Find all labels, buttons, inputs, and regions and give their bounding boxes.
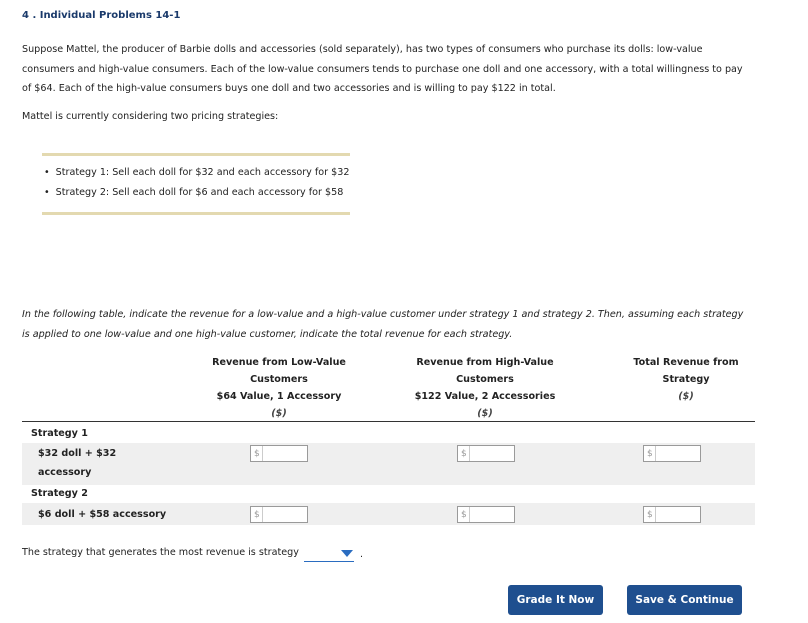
caret-down-icon [341,550,353,557]
row-label-strategy-1: Strategy 1 [31,428,88,439]
row-desc-strategy-1: $32 doll + $32 [38,448,117,459]
s1-high-value-revenue-input[interactable] [470,446,514,461]
best-strategy-dropdown[interactable] [304,545,354,562]
column-header-text: $64 Value, 1 Accessory [216,391,342,402]
column-header-low-value [204,354,354,422]
conclusion-text: The strategy that generates the most revenue is strategy [22,547,299,558]
save-continue-button[interactable]: Save & Continue [627,585,742,615]
paragraph-line: Suppose Mattel, the producer of Barbie dolls and accessories (sold separately), has two types of consumers who purchase its dolls: low-value [22,44,703,55]
s2-high-value-revenue-input[interactable] [470,507,514,522]
s2-high-value-revenue-field[interactable] [457,506,515,523]
currency-prefix: $ [458,507,470,522]
table-header-divider [22,421,755,422]
column-header-text: Customers [250,374,308,385]
currency-prefix: $ [458,446,470,461]
s2-total-revenue-field[interactable] [643,506,701,523]
strategies-box [42,153,350,215]
s1-low-value-revenue-field[interactable] [250,445,308,462]
currency-prefix: $ [251,507,263,522]
conclusion-period: . [360,549,364,560]
paragraph-line: consumers and high-value consumers. Each of the low-value consumers tends to purchase one doll and one accessory, with a total willingness to pay [22,63,743,75]
s1-total-revenue-input[interactable] [656,446,700,461]
column-header-unit: ($) [678,391,694,402]
s1-high-value-revenue-field[interactable] [457,445,515,462]
column-header-text: Total Revenue from [633,357,739,368]
currency-prefix: $ [644,446,656,461]
currency-prefix: $ [251,446,263,461]
column-header-high-value [400,354,570,422]
table-instructions [22,305,782,345]
s2-low-value-revenue-field[interactable] [250,506,308,523]
s1-low-value-revenue-input[interactable] [263,446,307,461]
column-header-text: Revenue from High-Value [416,357,554,368]
column-header-text: Customers [456,374,514,385]
column-header-unit: ($) [477,408,493,419]
strategy-1-item: • Strategy 1: Sell each doll for $32 and each accessory for $32 [42,167,349,178]
s2-low-value-revenue-input[interactable] [263,507,307,522]
strategy-2-item: • Strategy 2: Sell each doll for $6 and each accessory for $58 [42,187,343,198]
grade-it-now-button[interactable]: Grade It Now [508,585,603,615]
instruction-line: is applied to one low-value and one high-value customer, indicate the total revenue for each strategy. [22,329,513,340]
column-header-text: Revenue from Low-Value [212,357,346,368]
row-desc-strategy-2: $6 doll + $58 accessory [38,509,167,520]
problem-paragraph [22,40,762,99]
s2-total-revenue-input[interactable] [656,507,700,522]
problem-title: 4 . Individual Problems 14-1 [22,10,181,21]
currency-prefix: $ [644,507,656,522]
row-desc-strategy-1: accessory [38,467,92,478]
paragraph-line: of $64. Each of the high-value consumers buys one doll and two accessories and is willing to pay $122 in total. [22,83,556,94]
row-label-strategy-2: Strategy 2 [31,488,88,499]
column-header-text: $122 Value, 2 Accessories [414,391,556,402]
column-header-text: Strategy [662,374,710,385]
strategies-intro: Mattel is currently considering two pricing strategies: [22,111,279,122]
column-header-unit: ($) [271,408,287,419]
column-header-total [604,354,768,405]
s1-total-revenue-field[interactable] [643,445,701,462]
instruction-line: In the following table, indicate the revenue for a low-value and a high-value customer under strategy 1 and strategy 2. Then, assuming each strategy [22,309,744,320]
